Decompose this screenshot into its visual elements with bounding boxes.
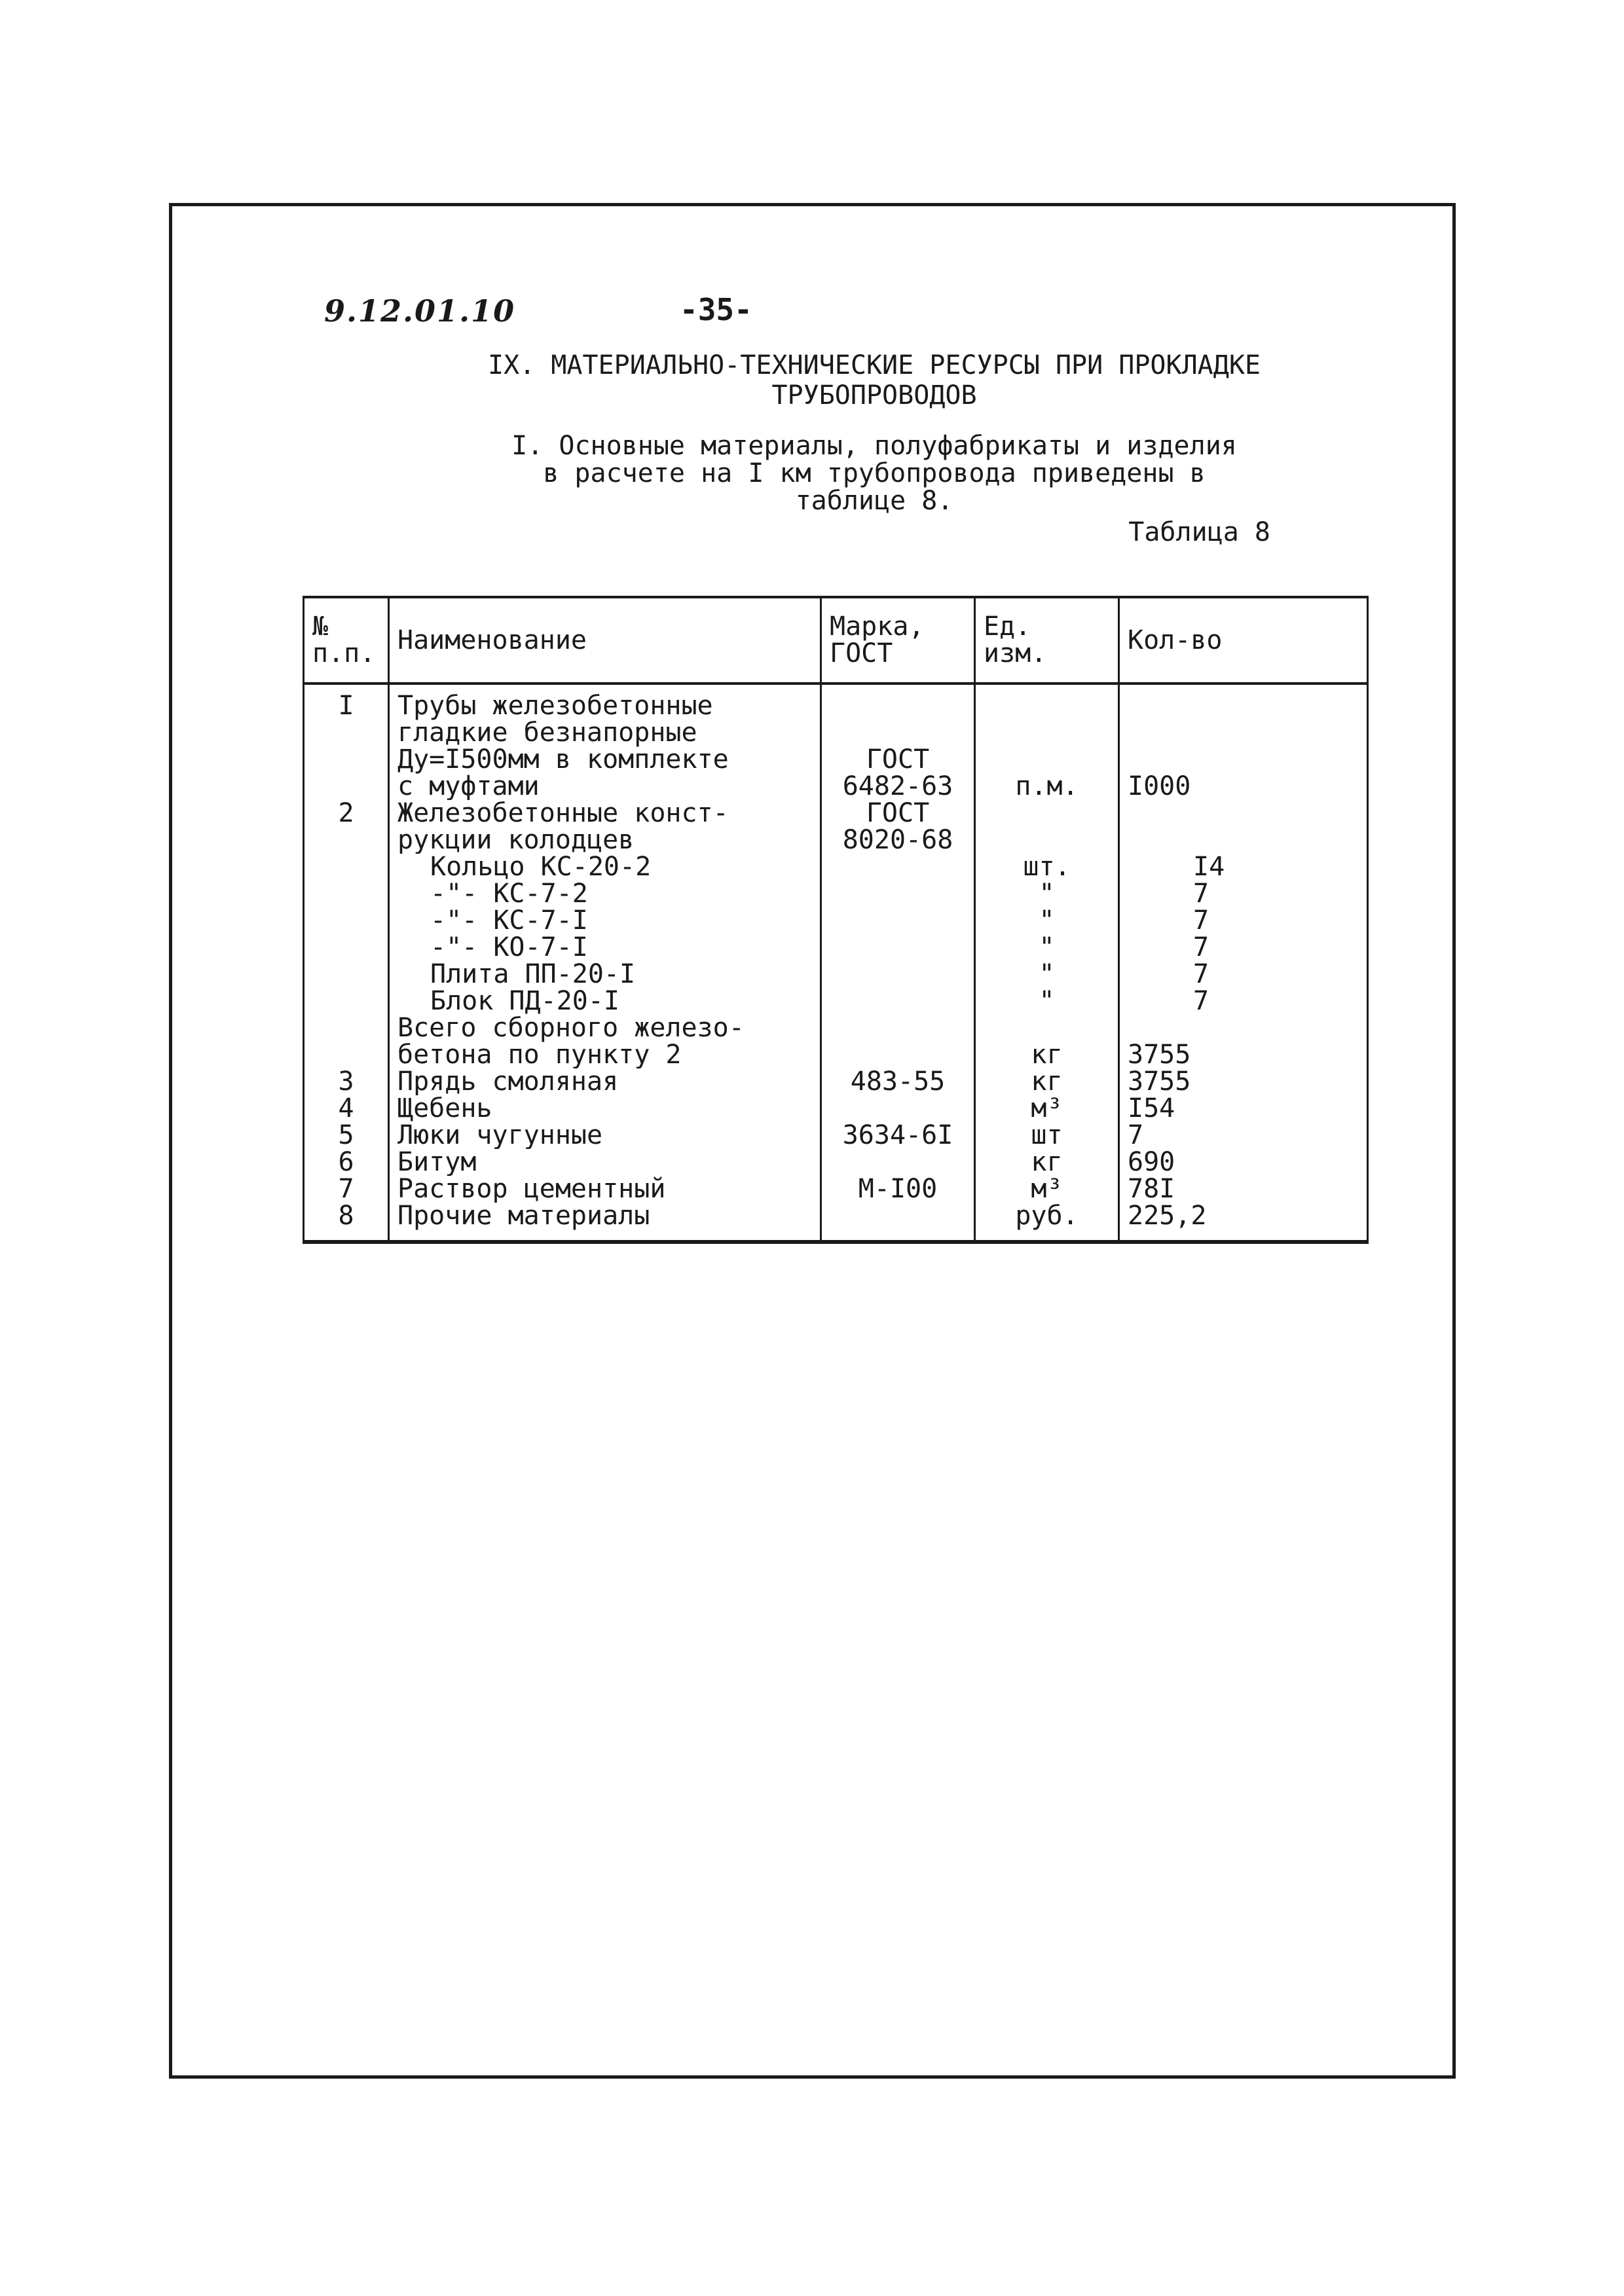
section-title [452,350,1297,410]
row-mark [821,1015,975,1068]
table-row [304,1176,1368,1203]
intro-paragraph [452,432,1297,515]
row-unit: кг [975,1068,1119,1095]
table-row [304,1122,1368,1149]
row-quantity: 690 [1119,1149,1368,1176]
row-quantity: 78I [1119,1176,1368,1203]
row-name: Всего сборного железо- бетона по пункту 2 [389,1015,821,1068]
section-title-line: ТРУБОПРОВОДОВ [771,380,977,410]
row-mark: М-I00 [821,1176,975,1203]
row-unit: п.м. [975,683,1119,800]
intro-line: в расчете на I км трубопровода приведены в [543,458,1206,488]
intro-line: таблице 8. [795,486,953,516]
header-name: Наименование [389,597,821,683]
table-header-row [304,597,1368,683]
row-number [304,854,389,1015]
sub-item-name: -"- КС-7-2 [430,879,588,909]
row-quantity: 225,2 [1119,1203,1368,1242]
sub-item-quantity: 7 [1193,959,1209,989]
sub-item-quantity: 7 [1193,905,1209,936]
row-quantity: 3755 [1119,1068,1368,1095]
row-unit [975,800,1119,854]
sub-item-unit: " [1039,905,1055,936]
row-number: 6 [304,1149,389,1176]
row-number: 2 [304,800,389,854]
row-name: Железобетонные конст- рукции колодцев [389,800,821,854]
row-name: Люки чугунные [389,1122,821,1149]
row-quantity [1119,800,1368,854]
document-code: 9.12.01.10 [324,293,516,329]
table-row [304,1203,1368,1242]
row-name: Битум [389,1149,821,1176]
row-name: Щебень [389,1095,821,1122]
row-quantity: I54 [1119,1095,1368,1122]
row-name: Прядь смоляная [389,1068,821,1095]
sub-item-quantity: 7 [1193,879,1209,909]
page-number: -35- [680,292,752,327]
table-caption: Таблица 8 [1128,517,1270,547]
header-number: № п.п. [304,597,389,683]
materials-table [303,596,1369,1244]
row-quantity: 3755 [1119,1015,1368,1068]
row-mark: 3634-6I [821,1122,975,1149]
row-quantity [1119,854,1368,1015]
row-number: 7 [304,1176,389,1203]
row-number: 5 [304,1122,389,1149]
row-name: Трубы железобетонные гладкие безнапорные Ду=I500мм в комплекте с муфтами [389,683,821,800]
sub-item-quantity: 7 [1193,932,1209,962]
table-row [304,1095,1368,1122]
row-number: 8 [304,1203,389,1242]
row-unit: кг [975,1015,1119,1068]
sub-item-name: Плита ПП-20-I [430,959,636,989]
table-row [304,1068,1368,1095]
row-mark: ГОСТ 8020-68 [821,800,975,854]
table-row [304,1015,1368,1068]
row-mark [821,854,975,1015]
sub-item-unit: " [1039,932,1055,962]
table-row [304,854,1368,1015]
row-unit [975,854,1119,1015]
sub-item-name: Кольцо КС-20-2 [430,854,652,882]
sub-item-quantity: 7 [1193,986,1209,1015]
sub-item-unit: " [1039,986,1055,1015]
row-mark [821,1095,975,1122]
row-unit: м³ [975,1176,1119,1203]
header-unit: Ед. изм. [975,597,1119,683]
row-number [304,1015,389,1068]
row-name [389,854,821,1015]
sub-item-name: Блок ПД-20-I [430,986,619,1015]
row-unit: руб. [975,1203,1119,1242]
row-quantity: I000 [1119,683,1368,800]
row-mark: ГОСТ 6482-63 [821,683,975,800]
header-quantity: Кол-во [1119,597,1368,683]
sub-item-quantity: I4 [1193,854,1225,882]
table-row [304,1149,1368,1176]
row-mark [821,1203,975,1242]
row-unit: шт [975,1122,1119,1149]
sub-item-name: -"- КС-7-I [430,905,588,936]
row-quantity: 7 [1119,1122,1368,1149]
sub-item-unit: шт. [1023,854,1071,882]
row-mark: 483-55 [821,1068,975,1095]
row-name: Прочие материалы [389,1203,821,1242]
table-row [304,683,1368,800]
intro-line: I. Основные материалы, полуфабрикаты и изделия [511,431,1237,461]
row-number: 4 [304,1095,389,1122]
sub-item-unit: " [1039,879,1055,909]
section-title-line: IX. МАТЕРИАЛЬНО-ТЕХНИЧЕСКИЕ РЕСУРСЫ ПРИ ПРОКЛАДКЕ [487,350,1261,380]
row-unit: м³ [975,1095,1119,1122]
table-row [304,800,1368,854]
sub-item-name: -"- КО-7-I [430,932,588,962]
row-number: I [304,683,389,800]
sub-item-unit: " [1039,959,1055,989]
header-mark: Марка, ГОСТ [821,597,975,683]
row-name: Раствор цементный [389,1176,821,1203]
row-unit: кг [975,1149,1119,1176]
row-number: 3 [304,1068,389,1095]
row-mark [821,1149,975,1176]
